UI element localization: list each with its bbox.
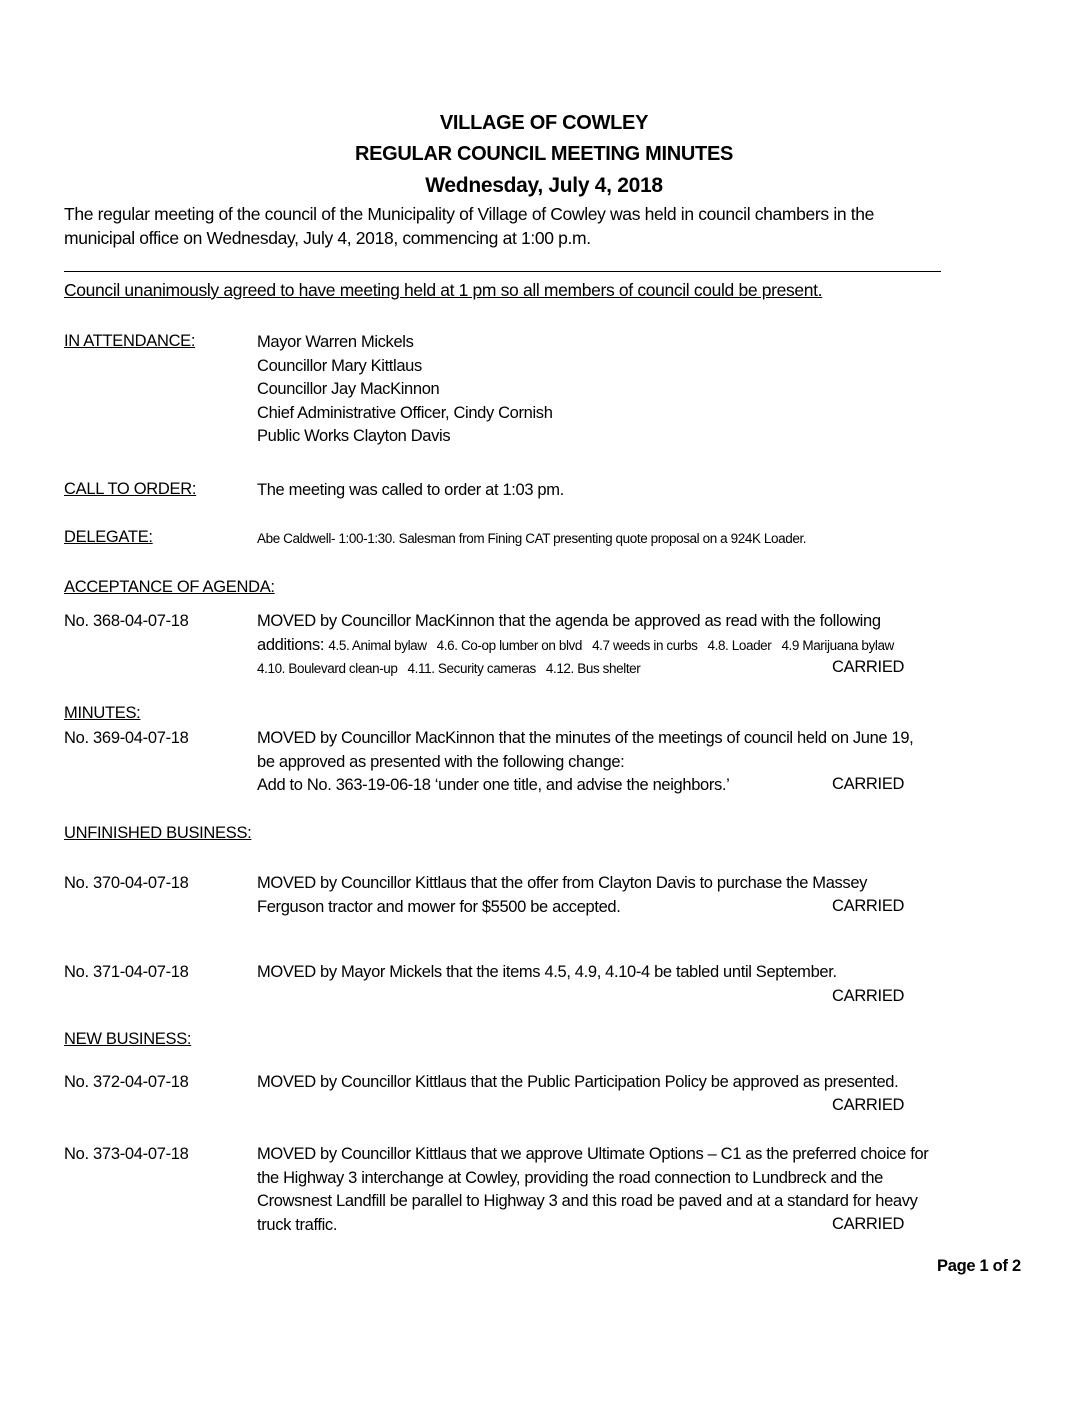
motion-373: [257, 1143, 1037, 1237]
agenda-additions: 4.5. Animal bylaw 4.6. Co-op lumber on blvd 4.7 weeds in curbs 4.8. Loader 4.9 Marijuana bylaw: [328, 637, 894, 653]
section-heading-new-business: NEW BUSINESS:: [64, 1030, 192, 1048]
attendee: Councillor Jay MacKinnon: [257, 380, 440, 398]
page-number: Page 1 of 2: [937, 1257, 1021, 1275]
motion-number: No. 370-04-07-18: [64, 874, 189, 892]
divider: [64, 271, 941, 272]
motion-status: CARRIED: [832, 1215, 905, 1233]
motion-text: Add to No. 363-19-06-18 ‘under one title, and advise the neighbors.’: [257, 776, 730, 794]
motion-text: MOVED by Councillor Kittlaus that the offer from Clayton Davis to purchase the Massey: [257, 874, 868, 892]
motion-text: Crowsnest Landfill be parallel to Highway 3 and this road be paved and at a standard for heavy: [257, 1192, 918, 1210]
delegate-label: DELEGATE:: [64, 528, 153, 546]
document-title: VILLAGE OF COWLEY: [439, 112, 649, 134]
motion-text: MOVED by Councillor MacKinnon that the minutes of the meetings of council held on June 19,: [257, 729, 914, 747]
call-to-order-text: The meeting was called to order at 1:03 pm.: [257, 481, 564, 499]
motion-number: No. 373-04-07-18: [64, 1145, 189, 1163]
motion-status: CARRIED: [832, 987, 905, 1005]
intro-line: municipal office on Wednesday, July 4, 2018, commencing at 1:00 p.m.: [64, 227, 591, 248]
motion-372: [257, 1071, 1037, 1095]
motion-number: No. 368-04-07-18: [64, 612, 189, 630]
motion-status: CARRIED: [832, 897, 905, 915]
motion-number: No. 369-04-07-18: [64, 729, 189, 747]
motion-text: truck traffic.: [257, 1215, 338, 1234]
motion-370: [257, 872, 1037, 919]
call-to-order-label: CALL TO ORDER:: [64, 480, 197, 498]
attendee: Public Works Clayton Davis: [257, 427, 451, 445]
motion-status: CARRIED: [832, 658, 905, 676]
motion-text: Ferguson tractor and mower for $5500 be accepted.: [257, 897, 621, 916]
motion-text: be approved as presented with the following change:: [257, 752, 625, 771]
motion-text: MOVED by Councillor MacKinnon that the agenda be approved as read with the following: [257, 612, 881, 630]
attendee: Councillor Mary Kittlaus: [257, 356, 422, 375]
motion-text: MOVED by Councillor Kittlaus that the Public Participation Policy be approved as presented.: [257, 1073, 899, 1091]
delegate-text: Abe Caldwell- 1:00-1:30. Salesman from Fining CAT presenting quote proposal on a 924K Loader.: [257, 531, 807, 546]
section-heading-minutes: MINUTES:: [64, 704, 141, 722]
attendee: Mayor Warren Mickels: [257, 333, 414, 351]
motion-text: MOVED by Mayor Mickels that the items 4.5, 4.9, 4.10-4 be tabled until September.: [257, 963, 837, 981]
attendee: Chief Administrative Officer, Cindy Cornish: [257, 403, 553, 422]
motion-text: [257, 634, 1037, 658]
attendance-label: IN ATTENDANCE:: [64, 332, 196, 350]
intro-line: The regular meeting of the council of the Municipality of Village of Cowley was held in council chambers in the: [64, 204, 875, 224]
attendance-list: [257, 330, 553, 448]
motion-status: CARRIED: [832, 775, 905, 793]
intro-paragraph: [64, 202, 1034, 249]
motion-text: the Highway 3 interchange at Cowley, providing the road connection to Lundbreck and the: [257, 1168, 883, 1187]
meeting-date: Wednesday, July 4, 2018: [425, 174, 663, 197]
motion-number: No. 371-04-07-18: [64, 963, 189, 981]
additions-lead: additions:: [257, 635, 325, 654]
meeting-time-notice: Council unanimously agreed to have meeting held at 1 pm so all members of council could be present.: [64, 280, 823, 300]
motion-368: [257, 610, 1037, 681]
motion-number: No. 372-04-07-18: [64, 1073, 189, 1091]
document-subtitle: REGULAR COUNCIL MEETING MINUTES: [354, 143, 734, 165]
section-heading-agenda: ACCEPTANCE OF AGENDA:: [64, 578, 275, 596]
motion-status: CARRIED: [832, 1096, 905, 1114]
motion-text: MOVED by Councillor Kittlaus that we approve Ultimate Options – C1 as the preferred choice for: [257, 1145, 929, 1163]
motion-369: [257, 727, 1037, 798]
agenda-additions: 4.10. Boulevard clean-up 4.11. Security cameras 4.12. Bus shelter: [257, 661, 641, 676]
section-heading-unfinished-business: UNFINISHED BUSINESS:: [64, 824, 252, 842]
motion-371: [257, 961, 1037, 985]
